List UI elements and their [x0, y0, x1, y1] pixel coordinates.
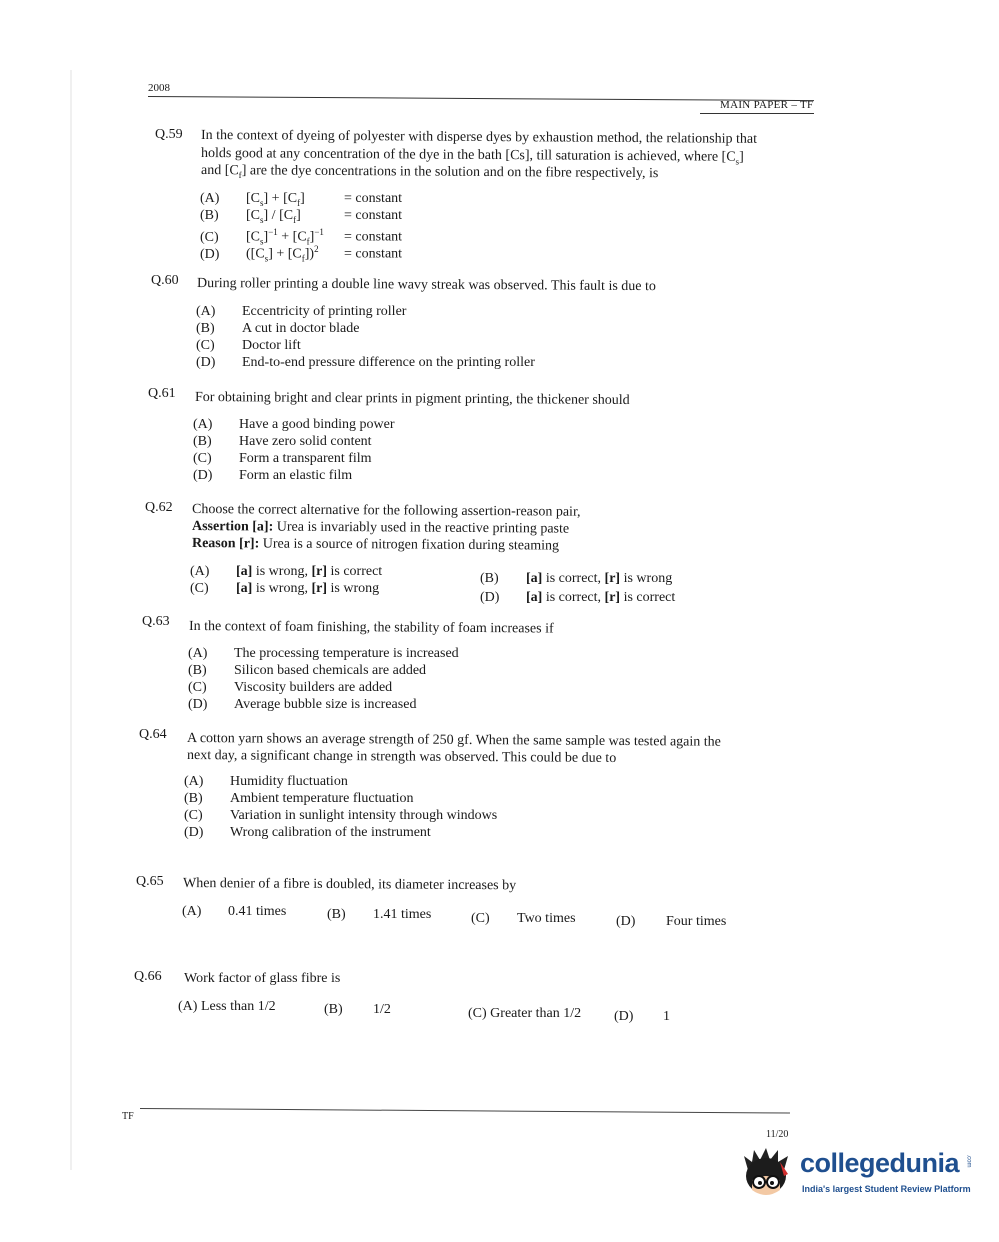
question-text-line: holds good at any concentration of the dye in the bath [Cs], till saturation is achieved, where $[C_s]$ — [200, 146, 744, 167]
question-number: Q.63 — [142, 614, 170, 629]
question-text: When denier of a fibre is doubled, its diameter increases by — [182, 876, 517, 894]
option-d[interactable]: (D) [a] is correct, [r] is correct — [480, 590, 676, 605]
option-d[interactable]: (D) $([C_s] + [C_f])^2$ = constant — [200, 244, 403, 264]
option-a[interactable]: (A) [a] is wrong, [r] is correct — [190, 564, 383, 579]
option-d[interactable]: (D) End-to-end pressure difference on the printing roller — [196, 355, 535, 370]
option-c[interactable]: (C) Form a transparent film — [193, 451, 372, 466]
mascot-icon — [738, 1142, 800, 1202]
question-text-line: and $[C_f]$ are the dye concentrations in the solution and on the fibre respectively, is — [200, 163, 659, 182]
brand-name[interactable]: collegedunia — [800, 1148, 960, 1178]
question-number: Q.61 — [148, 386, 176, 401]
option-d[interactable]: (D) Average bubble size is increased — [188, 697, 417, 712]
option-d[interactable]: (D) Wrong calibration of the instrument — [184, 825, 431, 840]
option-a[interactable]: (A) $[C_s] + [C_f]$ = constant — [200, 191, 403, 208]
option-b[interactable]: (B) A cut in doctor blade — [196, 321, 360, 336]
assertion-line: Assertion [a]: Urea is invariably used in the reactive printing paste — [191, 519, 570, 537]
question-number: Q.59 — [155, 127, 183, 142]
question-number: Q.64 — [139, 727, 167, 742]
question-text: During roller printing a double line wavy streak was observed. This fault is due to — [196, 276, 656, 295]
option-a[interactable]: (A) 0.41 times — [182, 904, 287, 919]
exam-year: 2008 — [148, 82, 170, 94]
question-number: Q.66 — [134, 969, 162, 984]
option-b[interactable]: (B) Silicon based chemicals are added — [188, 663, 427, 678]
option-c[interactable]: (C) Two times — [471, 911, 576, 926]
option-c[interactable]: (C) Greater than 1/2 — [468, 1006, 582, 1021]
question-text: In the context of foam finishing, the stability of foam increases if — [188, 619, 554, 637]
option-d[interactable]: (D) Four times — [616, 914, 727, 929]
option-b[interactable]: (B) 1.41 times — [327, 907, 432, 922]
option-c[interactable]: (C) Doctor lift — [196, 338, 301, 353]
brand-tagline: India's largest Student Review Platform — [802, 1184, 971, 1194]
question-text: For obtaining bright and clear prints in pigment printing, the thickener should — [194, 390, 630, 409]
option-a[interactable]: (A) Eccentricity of printing roller — [196, 304, 407, 319]
page-number: 11/20 — [766, 1129, 789, 1140]
option-b[interactable]: (B) Ambient temperature fluctuation — [184, 791, 414, 806]
collegedunia-logo — [738, 1140, 978, 1210]
option-a[interactable]: (A) The processing temperature is increased — [188, 646, 459, 661]
reason-line: Reason [r]: Urea is a source of nitrogen fixation during steaming — [191, 536, 560, 554]
option-c[interactable]: (C) Viscosity builders are added — [188, 680, 393, 695]
footer-code: TF — [122, 1111, 134, 1122]
option-b[interactable]: (B) $[C_s] / [C_f]$ = constant — [200, 208, 403, 225]
option-a[interactable]: (A) Humidity fluctuation — [184, 774, 348, 789]
option-a[interactable]: (A) Have a good binding power — [193, 417, 395, 432]
option-b[interactable]: (B) [a] is correct, [r] is wrong — [480, 571, 673, 586]
header-rule-short — [700, 113, 814, 114]
question-text-line: In the context of dyeing of polyester with disperse dyes by exhaustion method, the relationship that — [200, 128, 758, 147]
option-b[interactable]: (B) Have zero solid content — [193, 434, 372, 449]
question-number: Q.65 — [136, 874, 164, 889]
option-a[interactable]: (A) Less than 1/2 — [178, 999, 276, 1014]
option-c[interactable]: (C) [a] is wrong, [r] is wrong — [190, 581, 380, 596]
paper-code: MAIN PAPER – TF — [720, 99, 814, 111]
question-number: Q.62 — [145, 500, 173, 515]
question-text: Work factor of glass fibre is — [184, 971, 341, 986]
brand-domain: .com — [965, 1154, 972, 1168]
option-d[interactable]: (D) 1 — [614, 1009, 670, 1024]
option-d[interactable]: (D) Form an elastic film — [193, 468, 353, 483]
option-b[interactable]: (B) 1/2 — [324, 1002, 391, 1017]
option-c[interactable]: (C) Variation in sunlight intensity through windows — [184, 808, 498, 823]
question-text-line: next day, a significant change in strength was observed. This could be due to — [186, 748, 617, 766]
question-number: Q.60 — [151, 273, 179, 288]
question-text: Choose the correct alternative for the following assertion-reason pair, — [191, 502, 581, 520]
option-c[interactable]: (C) $[C_s]^{-1} + [C_f]^{-1}$ = constant — [200, 227, 403, 247]
question-text-line: A cotton yarn shows an average strength of 250 gf. When the same sample was tested again the — [186, 731, 721, 750]
